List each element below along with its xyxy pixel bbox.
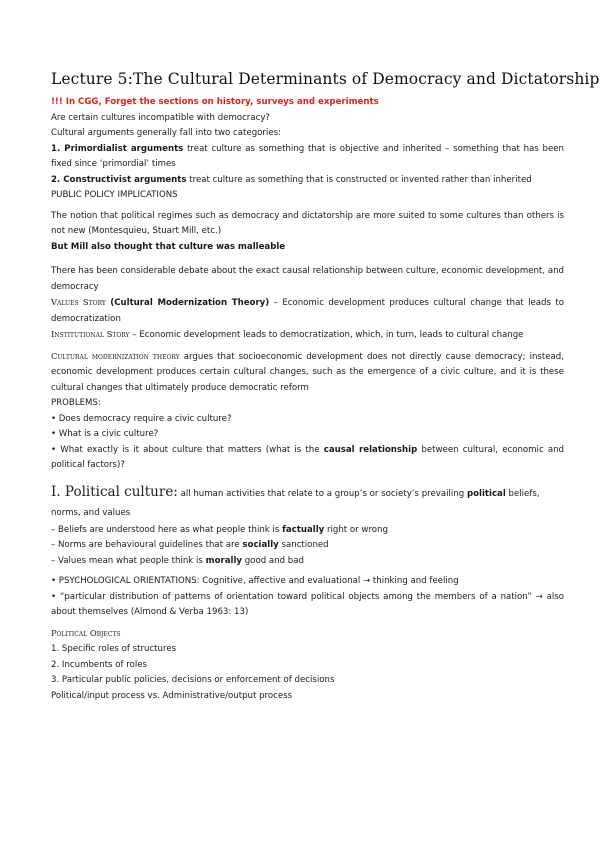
institutional-story <box>51 327 564 344</box>
beliefs-text: – Beliefs are understood here as what people think is <box>51 524 283 535</box>
values-story-text: – Economic development produces cultural change that leads to democratization <box>51 298 565 324</box>
values-story-term: (Cultural Modernization Theory) <box>110 298 270 308</box>
constructivist-paragraph <box>51 173 564 189</box>
almond-verba-quote: • “particular distribution of patterns of orientation toward political objects among the members of a nation” → also about themselves (Almond & Verba 1963: 13) <box>51 591 564 617</box>
section-heading: I. Political culture: <box>51 483 178 500</box>
political-object-item: 2. Incumbents of roles <box>51 659 147 670</box>
modernization-paragraph <box>51 349 564 397</box>
problem-text: between cultural, economic and political factors)? <box>51 444 565 470</box>
values-story-label: Values Story <box>51 297 106 307</box>
beliefs-term: factually <box>282 524 325 535</box>
definition-term: political <box>466 488 506 499</box>
political-object-item: 1. Specific roles of structures <box>51 644 177 654</box>
primordialist-number: 1. <box>51 143 65 154</box>
primordialist-paragraph <box>51 142 564 173</box>
norms-text: sanctioned <box>278 540 329 550</box>
political-object-item: 3. Particular public policies, decisions or enforcement of decisions <box>51 675 335 685</box>
problem-text: • What exactly is it about culture that matters (what is the <box>51 444 324 455</box>
institutional-story-text: – Economic development leads to democratization, which, in turn, leads to cultural change <box>129 330 524 340</box>
political-objects-title: Political Objects <box>51 627 121 638</box>
constructivist-text: treat culture as something that is constructed or invented rather than inherited <box>186 174 532 185</box>
page-title: Lecture 5:The Cultural Determinants of Democracy and Dictatorship <box>51 70 600 88</box>
institutional-story-label: Institutional Story <box>51 329 130 339</box>
warning-note: !!! In CGG, Forget the sections on history, surveys and experiments <box>51 97 379 107</box>
problem-term: causal relationship <box>323 444 418 455</box>
mill-text: But Mill also thought that culture was malleable <box>51 241 286 252</box>
intro-question: Are certain cultures incompatible with democracy? <box>51 112 270 123</box>
policy-heading: PUBLIC POLICY IMPLICATIONS <box>51 190 178 200</box>
definition-text: all human activities that relate to a group’s or society’s prevailing <box>177 488 467 499</box>
political-culture-definition <box>51 483 564 523</box>
modernization-label: Cultural modernization theory <box>51 350 180 361</box>
primordialist-text: treat culture as something that is objective and inherited – something that has been fixed since ‘primordial’ times <box>51 143 564 169</box>
mill-note <box>51 240 564 256</box>
problems-heading: PROBLEMS: <box>51 398 101 408</box>
values-story <box>51 295 564 327</box>
beliefs-item <box>51 523 564 539</box>
norms-text: – Norms are behavioural guidelines that are <box>51 540 243 550</box>
definition-text: beliefs, norms, and values <box>51 488 540 518</box>
constructivist-number: 2. <box>51 174 64 185</box>
primordialist-term: Primordialist arguments <box>64 143 184 154</box>
values-text: – Values mean what people think is <box>51 555 206 566</box>
constructivist-term: Constructivist arguments <box>63 174 187 185</box>
intro-categories: Cultural arguments generally fall into two categories: <box>51 128 281 138</box>
norms-item <box>51 538 564 554</box>
debate-paragraph: There has been considerable debate about the exact causal relationship between culture, economic development, and democracy <box>51 266 564 292</box>
psychological-orientations: • PSYCHOLOGICAL ORIENTATIONS: Cognitive, affective and evaluational → thinking and feeling <box>51 576 459 586</box>
notion-paragraph: The notion that political regimes such as democracy and dictatorship are more suited to some cultures than others is not new (Montesquieu, Stuart Mill, etc.) <box>51 210 564 236</box>
political-objects-heading <box>51 626 564 643</box>
modernization-text: argues that socioeconomic development does not directly cause democracy; instead, economic development produces certain cultural changes, such as the emergence of a civic culture, and it is these cultural changes that ultimately produce democratic reform <box>51 351 564 393</box>
problem-item <box>51 443 564 474</box>
values-item <box>51 554 564 570</box>
problem-item: • Does democracy require a civic culture? <box>51 413 232 424</box>
process-contrast: Political/input process vs. Administrative/output process <box>51 690 293 701</box>
values-term: morally <box>205 555 242 566</box>
beliefs-text: right or wrong <box>324 524 388 535</box>
problem-item: • What is a civic culture? <box>51 429 159 439</box>
norms-term: socially <box>242 540 279 550</box>
values-text: good and bad <box>242 555 304 566</box>
